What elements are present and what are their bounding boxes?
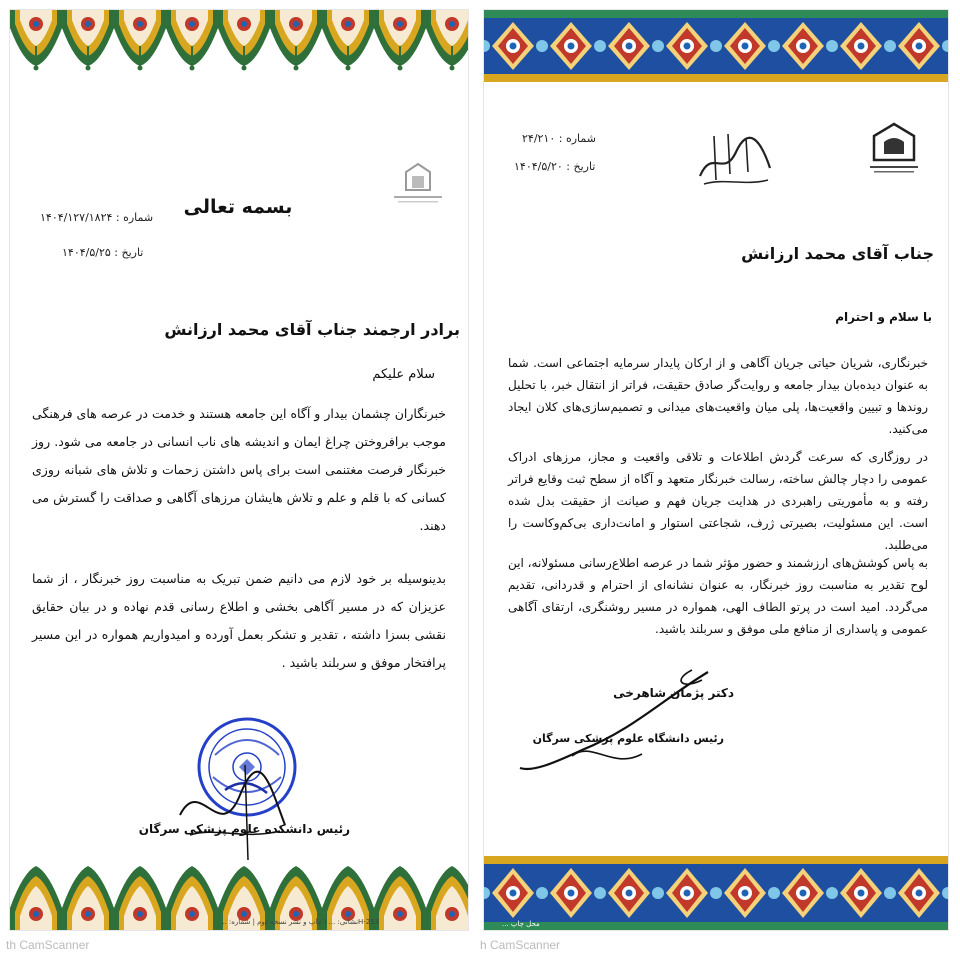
letter-date-value: ۱۴۰۴/۵/۲۰ (514, 160, 563, 173)
letter-number-value: ۲۴/۲۱۰ (522, 132, 556, 145)
left-letter-page (10, 10, 468, 930)
arabesque-top-border-art (10, 10, 468, 72)
footer-code: H-253 (358, 918, 380, 926)
footer-note: نشانی: ... | چاپ و نشر نسخه دوم | شماره: ... (220, 918, 359, 926)
signatory-name: دکتر پژمان شاهرخی (613, 686, 734, 700)
letter-number-line (40, 211, 153, 224)
letter-date-label: تاریخ : (566, 160, 596, 173)
ornamental-top-border (484, 10, 948, 82)
letter-number-value: ۱۴۰۴/۱۲۷/۱۸۲۴ (40, 211, 113, 224)
letter-date-line (514, 160, 595, 173)
signature (512, 660, 732, 790)
letter-date-label: تاریخ : (114, 246, 144, 259)
letter-number-label: شماره : (558, 132, 596, 145)
camscanner-watermark: h CamScanner (480, 938, 561, 952)
letter-number-label: شماره : (115, 211, 154, 224)
tile-bottom-border-art (484, 856, 948, 930)
letter-addressee: برادر ارجمند جناب آقای محمد ارزانش (164, 320, 460, 339)
university-logo (388, 160, 448, 208)
letter-date-line (62, 246, 143, 259)
university-logo (864, 120, 924, 178)
tile-top-border-art (484, 10, 948, 82)
ornamental-top-border (10, 10, 468, 72)
letter-greeting: سلام علیکم (372, 367, 435, 382)
letter-number-line (522, 132, 596, 145)
letter-paragraph: در روزگاری که سرعت گردش اطلاعات و تلاقی واقعیت و مجاز، مرزهای ادراک عمومی را دچار چالش ساخته، رسالت خبرنگار متعهد و آگاه از سطح ثبت وقایع فراتر رفته و به مأموریتی راهبردی در هدایت جریان فهم و صیانت از حقیقت بدل شده است. این مسئولیت، بصیرتی ژرف، شجاعتی استوار و امانت‌داری بی‌کم‌وکاست را می‌طلبد. (508, 450, 928, 552)
letter-paragraph: خبرنگاری، شریان حیاتی جریان آگاهی و از ارکان پایدار سرمایه اجتماعی است. شما به عنوان دیده‌بان بیدار جامعه و روایت‌گر صادق حقیقت، فراتر از انتقال خبر، با تحلیل روندها و تبیین واقعیت‌ها، پلی میان واقعیت‌های میدانی و تصمیم‌سازی‌های کلان ایجاد می‌کنید. (508, 356, 928, 436)
letter-addressee: جناب آقای محمد ارزانش (741, 244, 934, 263)
calligraphy-basmala (694, 128, 776, 192)
letter-heading: بسمه تعالی (183, 196, 293, 218)
signature (160, 755, 300, 865)
camscanner-watermark: th CamScanner (6, 938, 90, 952)
letter-paragraph: به پاس کوشش‌های ارزشمند و حضور مؤثر شما در عرصه اطلاع‌رسانی مسئولانه، این لوح تقدیر به مناسبت روز خبرنگار، به عنوان نشانه‌ای از احترام و قدردانی، تقدیم می‌گردد. امید است در پرتو الطاف الهی، همواره در مسیر روشنگری، ارتقای آگاهی عمومی و پاسداری از منافع ملی موفق و سربلند باشید. (508, 556, 928, 636)
footer-note: محل چاپ ... (502, 920, 540, 928)
signatory-title: رئیس دانشکده علوم پزشکی سرگان (138, 822, 350, 836)
right-letter-page (484, 10, 948, 930)
letter-paragraph: خبرنگاران چشمان بیدار و آگاه این جامعه هستند و خدمت در عرصه های فرهنگی موجب برافروختن چراغ ایمان و اندیشه های ناب انسانی در جامعه می شود. روز خبرنگار فرصت مغتنمی است برای پاس داشتن زحمات و تلاش های شبانه روزی کسانی که با قلم و علم و تلاش هایشان مرزهای آگاهی و صداقت را گسترش می دهند. (32, 406, 446, 533)
ornamental-bottom-border (484, 856, 948, 930)
signatory-title: رئیس دانشگاه علوم پزشکی سرگان (532, 732, 724, 745)
letter-greeting: با سلام و احترام (835, 310, 932, 324)
letter-paragraph: بدینوسیله بر خود لازم می دانیم ضمن تبریک به مناسبت روز خبرنگار ، از شما عزیزان که در مسیر آگاهی بخشی و اطلاع رسانی قدم نهاده و در بیان حقایق نقشی بسزا داشته ، تقدیر و تشکر بعمل آورده و امیدواریم همواره در این مسیر پرافتخار موفق و سربلند باشید . (32, 571, 446, 670)
letter-date-value: ۱۴۰۴/۵/۲۵ (62, 246, 111, 259)
